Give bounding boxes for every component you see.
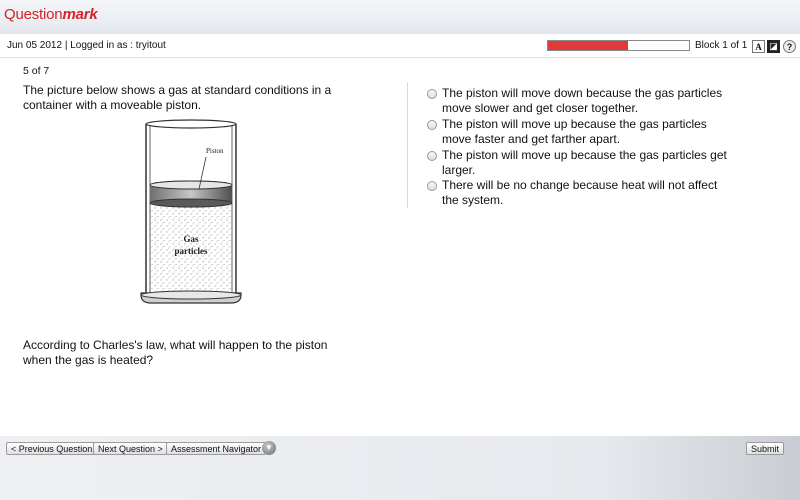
progress-bar-fill <box>548 41 628 50</box>
question-counter: 5 of 7 <box>23 65 50 77</box>
choice-text: There will be no change because heat will not affect the system. <box>442 178 718 207</box>
question-stem: The picture below shows a gas at standard conditions in a container with a moveable piston. <box>23 83 332 112</box>
gas-label: Gas <box>183 234 199 244</box>
piston-container-figure <box>136 117 246 310</box>
assessment-navigator-button[interactable]: Assessment Navigator <box>166 442 266 455</box>
piston-label: Piston <box>206 147 224 155</box>
question-prompt: According to Charles's law, what will happen to the piston when the gas is heated? <box>23 338 328 367</box>
progress-bar <box>547 40 690 51</box>
radio-button[interactable] <box>427 151 437 161</box>
submit-button[interactable]: Submit <box>746 442 784 455</box>
choice-option-2[interactable] <box>427 117 727 146</box>
help-icon[interactable]: ? <box>783 40 796 53</box>
block-indicator: Block 1 of 1 <box>695 40 748 51</box>
next-question-button[interactable]: Next Question > <box>93 442 168 455</box>
choice-option-1[interactable] <box>427 86 727 115</box>
questionmark-logo: Questionmark <box>4 6 98 23</box>
particles-label: particles <box>174 246 208 256</box>
contrast-icon[interactable]: ◪ <box>767 40 780 53</box>
choice-text: The piston will move up because the gas particles get larger. <box>442 148 727 177</box>
previous-question-button[interactable]: < Previous Question <box>6 442 97 455</box>
choice-option-4[interactable] <box>427 178 727 207</box>
radio-button[interactable] <box>427 89 437 99</box>
session-info-text: Jun 05 2012 | Logged in as : tryitout <box>7 40 166 51</box>
column-divider <box>407 82 408 208</box>
font-size-icon[interactable]: A <box>752 40 765 53</box>
radio-button[interactable] <box>427 181 437 191</box>
choice-text: The piston will move down because the gas particles move slower and get closer together. <box>442 86 723 115</box>
navigator-dropdown-icon[interactable]: ▼ <box>262 441 276 455</box>
top-header-bar <box>0 0 800 34</box>
radio-button[interactable] <box>427 120 437 130</box>
choice-text: The piston will move up because the gas particles move faster and get farther apart. <box>442 117 707 146</box>
choice-option-3[interactable] <box>427 148 727 177</box>
